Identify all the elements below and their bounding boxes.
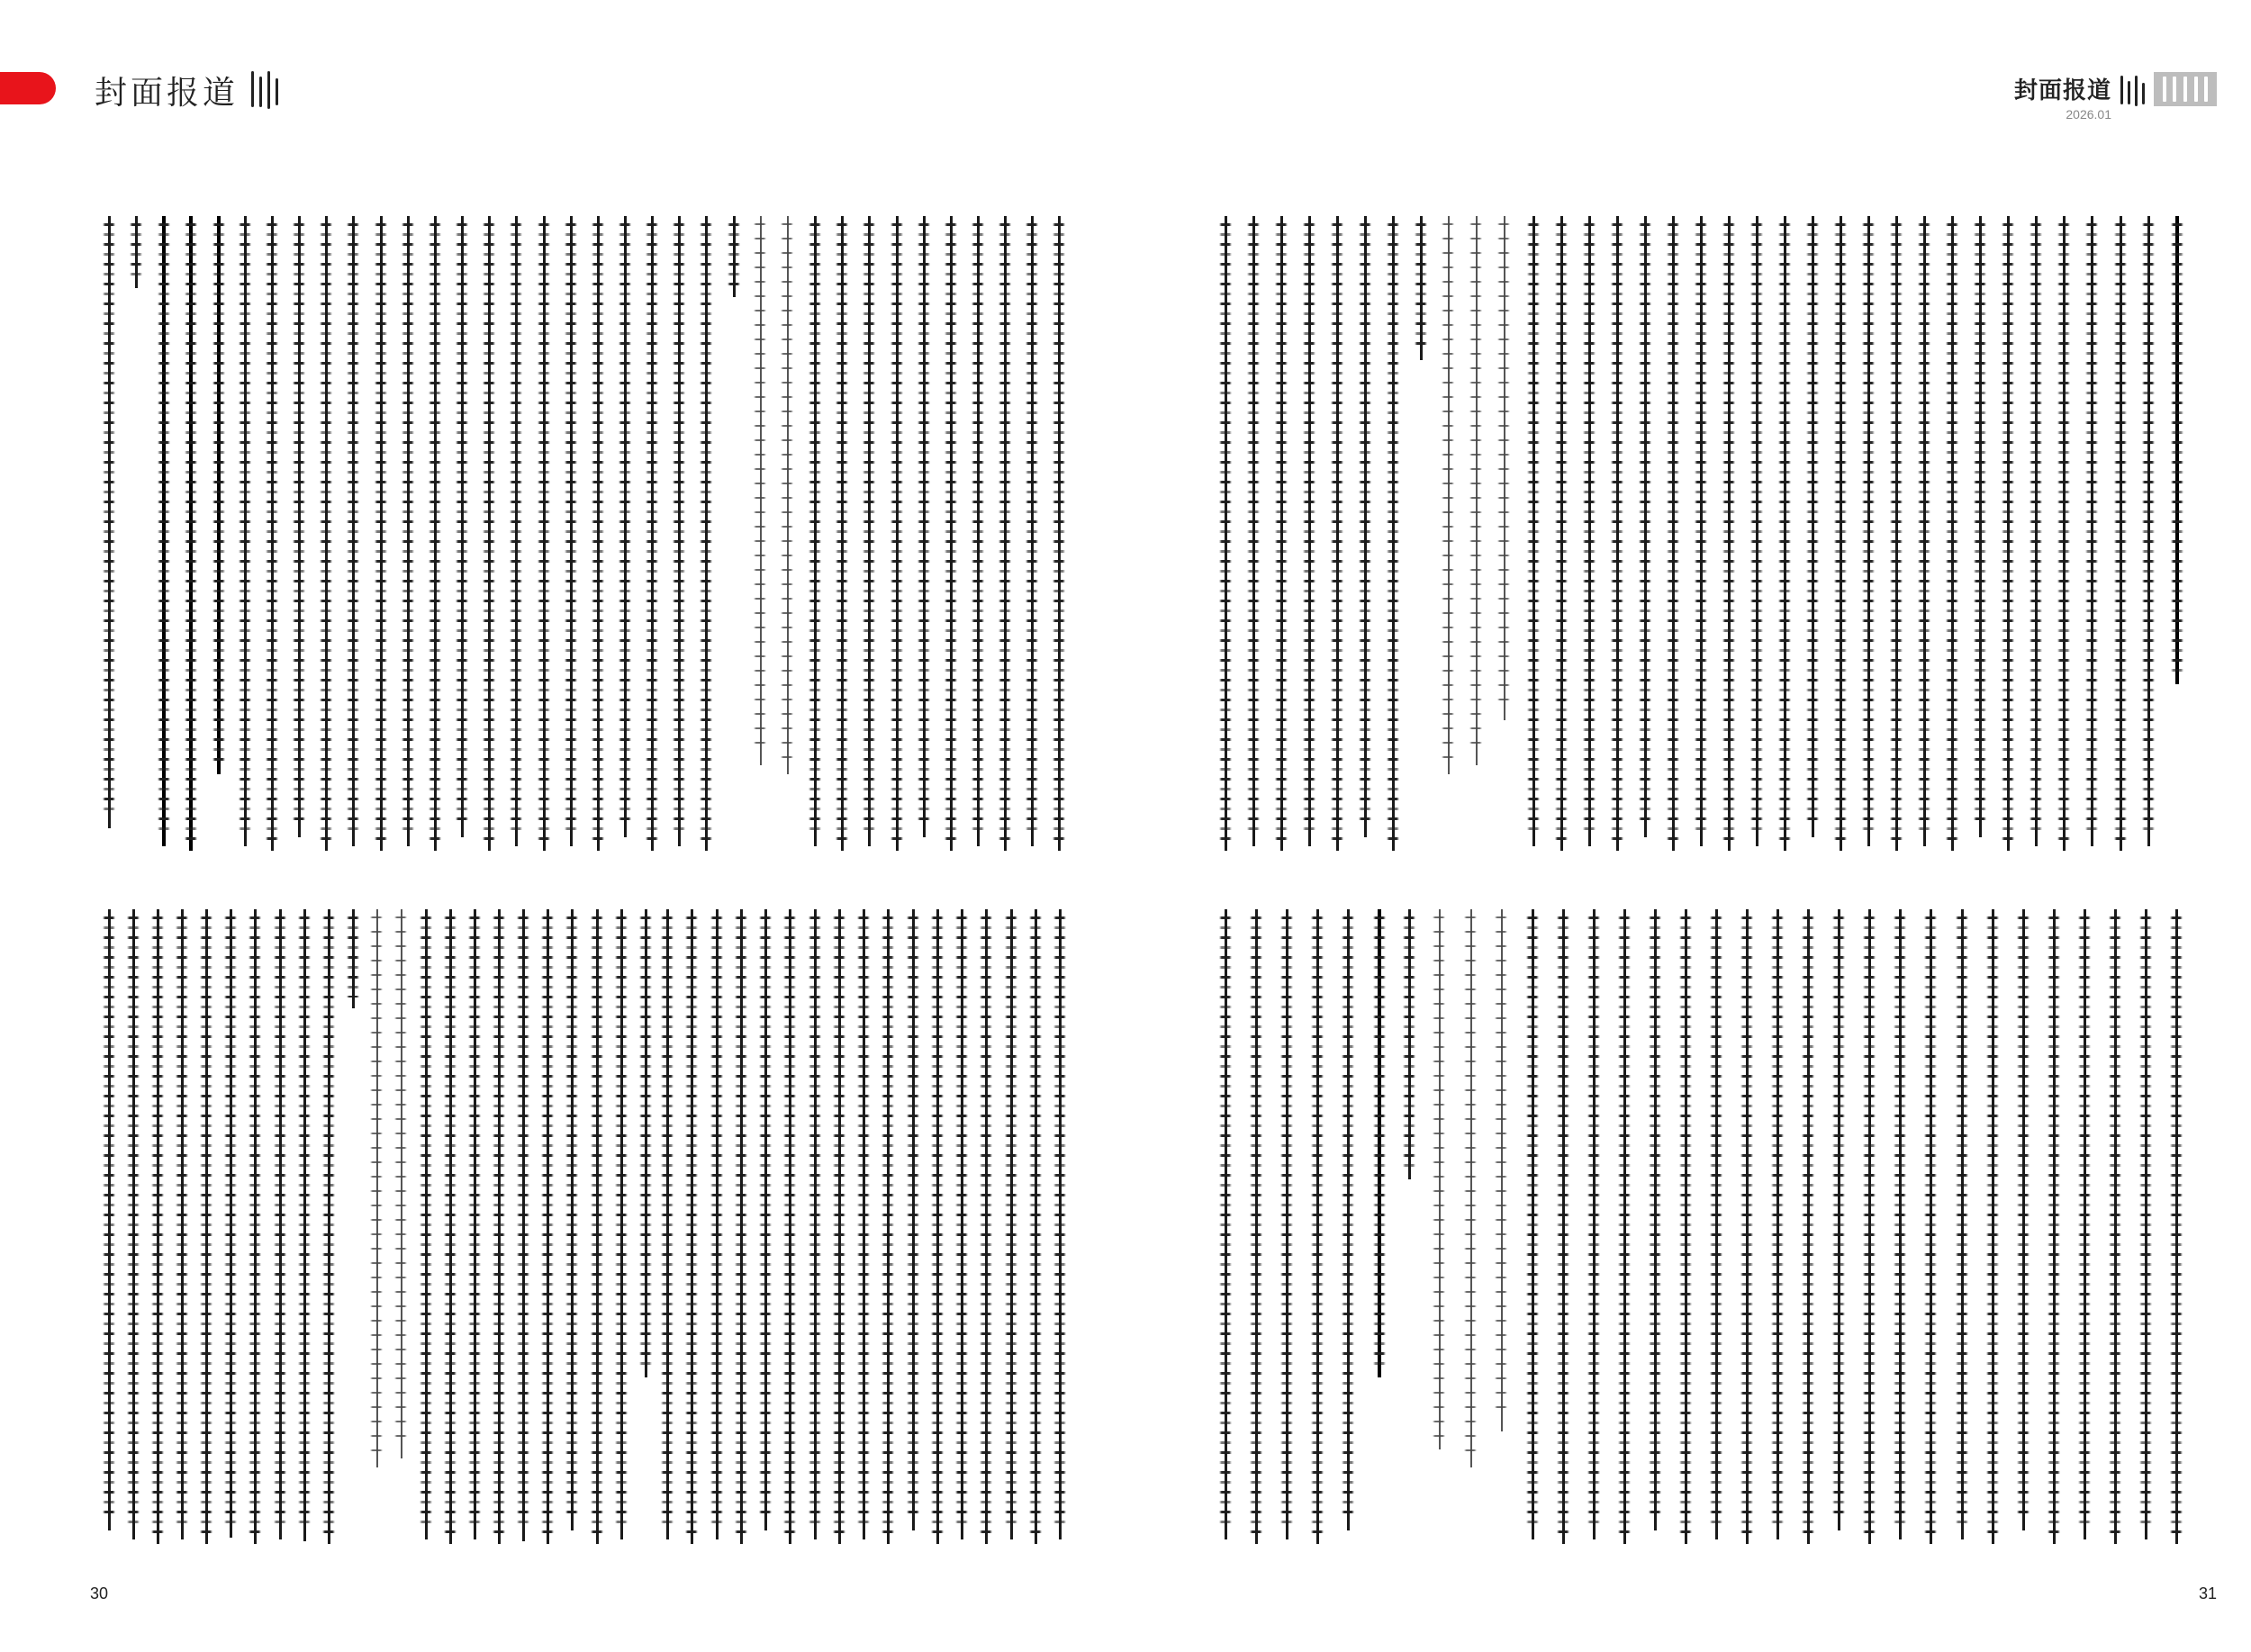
text-column xyxy=(488,216,492,851)
text-column xyxy=(838,909,842,1544)
text-column xyxy=(425,909,429,1539)
text-column xyxy=(279,909,283,1539)
text-column xyxy=(1255,909,1259,1544)
text-column xyxy=(271,216,275,851)
text-column xyxy=(1840,216,1843,851)
text-column xyxy=(2114,909,2118,1544)
text-column xyxy=(1252,216,1256,846)
running-head-right xyxy=(2014,72,2217,122)
text-column xyxy=(666,909,670,1539)
left-page-lower-text-block-2 xyxy=(666,909,1062,1557)
page-number-right: 31 xyxy=(2198,1584,2217,1602)
right-page-lower-text-block xyxy=(1225,909,2179,1557)
quote-column xyxy=(1448,216,1451,774)
text-column xyxy=(1316,909,1320,1544)
text-column xyxy=(1899,909,1903,1539)
text-column xyxy=(2084,909,2087,1539)
text-column xyxy=(977,216,981,846)
mongolian-section-title-glyphs xyxy=(251,71,278,111)
text-column xyxy=(733,216,737,297)
text-column xyxy=(651,216,655,851)
text-column xyxy=(522,909,526,1541)
text-column xyxy=(1562,909,1566,1544)
closing-text-column xyxy=(189,216,193,851)
text-column xyxy=(570,216,574,846)
text-column xyxy=(1930,909,1933,1544)
text-column xyxy=(461,216,465,837)
text-column xyxy=(1010,909,1014,1539)
text-column xyxy=(740,909,744,1544)
heading-column xyxy=(2175,216,2179,684)
text-column xyxy=(543,216,547,851)
text-column xyxy=(912,909,916,1530)
text-column xyxy=(1979,216,1983,837)
text-column xyxy=(1923,216,1927,846)
text-column xyxy=(325,216,329,851)
text-column xyxy=(230,909,233,1538)
text-column xyxy=(1308,216,1312,846)
issue-number: 2026.01 xyxy=(2066,107,2111,122)
text-column xyxy=(1420,216,1424,360)
text-column xyxy=(2053,909,2057,1544)
text-column xyxy=(1004,216,1008,851)
text-column xyxy=(407,216,411,846)
text-column xyxy=(1286,909,1289,1539)
text-column xyxy=(620,909,624,1539)
quote-column xyxy=(401,909,404,1458)
section-title: 封面报道 xyxy=(95,75,240,112)
text-column xyxy=(1992,909,1995,1544)
text-column xyxy=(1588,216,1592,846)
text-column xyxy=(1280,216,1284,851)
text-column xyxy=(1756,216,1759,846)
right-page xyxy=(1126,0,2251,1652)
text-column xyxy=(923,216,927,837)
text-column xyxy=(2022,909,2026,1530)
text-column xyxy=(1867,216,1871,846)
text-column xyxy=(645,909,648,1377)
mongolian-section-title-glyphs xyxy=(2120,76,2145,106)
text-column xyxy=(1961,909,1965,1539)
text-column xyxy=(596,909,600,1544)
text-column xyxy=(1807,909,1811,1544)
text-column xyxy=(1672,216,1676,851)
text-column xyxy=(691,909,694,1544)
text-column xyxy=(181,909,185,1539)
magazine-logo-icon xyxy=(2154,72,2217,106)
text-column xyxy=(841,216,845,851)
text-column xyxy=(132,909,136,1539)
text-column xyxy=(1776,909,1780,1539)
closing-text-column xyxy=(217,216,221,774)
text-column xyxy=(961,909,964,1539)
text-column xyxy=(716,909,719,1539)
text-column xyxy=(1336,216,1340,851)
text-column xyxy=(1746,909,1749,1544)
text-column xyxy=(434,216,438,851)
text-column xyxy=(2007,216,2011,851)
text-column xyxy=(814,909,818,1539)
text-column xyxy=(705,216,709,851)
text-column xyxy=(498,909,502,1544)
quote-column xyxy=(376,909,380,1467)
text-column xyxy=(1058,216,1062,851)
text-column xyxy=(547,909,550,1544)
text-column xyxy=(298,216,302,837)
left-page-upper-text-block xyxy=(108,216,1062,864)
running-head-left xyxy=(95,68,278,113)
quote-column xyxy=(1504,216,1507,720)
text-column xyxy=(1392,216,1396,851)
text-column xyxy=(2091,216,2094,846)
quote-column xyxy=(787,216,791,774)
quote-column xyxy=(1501,909,1505,1431)
text-column xyxy=(1532,216,1536,846)
text-column xyxy=(352,216,356,846)
text-column xyxy=(624,216,628,837)
text-column xyxy=(1364,216,1368,837)
subheading-column xyxy=(1378,909,1381,1377)
text-column xyxy=(1654,909,1658,1530)
closing-text-column xyxy=(162,216,166,846)
text-column xyxy=(2147,216,2151,846)
text-column xyxy=(678,216,682,846)
text-column xyxy=(1593,909,1596,1539)
left-page-lower-text-block xyxy=(108,909,648,1557)
text-column xyxy=(328,909,331,1544)
text-column xyxy=(936,909,940,1544)
text-column xyxy=(244,216,248,846)
quote-column xyxy=(1439,909,1442,1449)
text-column xyxy=(1728,216,1731,851)
text-column xyxy=(597,216,601,851)
text-column xyxy=(764,909,768,1530)
text-column xyxy=(1895,216,1899,851)
text-column xyxy=(1347,909,1351,1530)
text-column xyxy=(2063,216,2066,851)
text-column xyxy=(896,216,899,851)
right-page-upper-text-block xyxy=(1225,216,2179,864)
text-column xyxy=(1031,216,1035,846)
text-column xyxy=(108,909,112,1530)
text-column xyxy=(1868,909,1872,1544)
text-column xyxy=(1644,216,1648,837)
text-column xyxy=(950,216,954,851)
text-column xyxy=(1838,909,1841,1530)
text-column xyxy=(380,216,384,851)
text-column xyxy=(1225,216,1228,851)
text-column xyxy=(1532,909,1535,1539)
text-column xyxy=(1225,909,1228,1539)
quote-column xyxy=(1470,909,1474,1467)
text-column xyxy=(108,216,112,828)
text-column xyxy=(1812,216,1815,837)
text-column xyxy=(1560,216,1564,851)
text-column xyxy=(515,216,519,846)
text-column xyxy=(1784,216,1787,851)
text-column xyxy=(352,909,356,1008)
text-column xyxy=(135,216,139,288)
text-column xyxy=(814,216,818,846)
text-column xyxy=(985,909,989,1544)
text-column xyxy=(1715,909,1719,1539)
text-column xyxy=(254,909,258,1544)
quote-column xyxy=(1476,216,1479,765)
text-column xyxy=(449,909,453,1544)
text-column xyxy=(303,909,307,1541)
text-column xyxy=(1951,216,1955,851)
text-column xyxy=(1616,216,1620,851)
text-column xyxy=(789,909,792,1544)
section-title: 封面报道 xyxy=(2013,77,2111,104)
page-number-left: 30 xyxy=(90,1584,109,1602)
section-color-tab xyxy=(0,72,56,104)
text-column xyxy=(2035,216,2039,846)
text-column xyxy=(863,909,866,1539)
text-column xyxy=(1408,909,1412,1179)
text-column xyxy=(1059,909,1062,1539)
text-column xyxy=(1700,216,1704,846)
text-column xyxy=(1035,909,1038,1544)
text-column xyxy=(2175,909,2179,1544)
text-column xyxy=(868,216,872,846)
text-column xyxy=(205,909,209,1544)
text-column xyxy=(2145,909,2148,1539)
text-column xyxy=(1623,909,1627,1544)
text-column xyxy=(474,909,477,1539)
text-column xyxy=(2120,216,2123,851)
text-column xyxy=(1685,909,1688,1544)
quote-column xyxy=(760,216,764,765)
text-column xyxy=(887,909,890,1544)
text-column xyxy=(157,909,160,1544)
text-column xyxy=(571,909,574,1530)
